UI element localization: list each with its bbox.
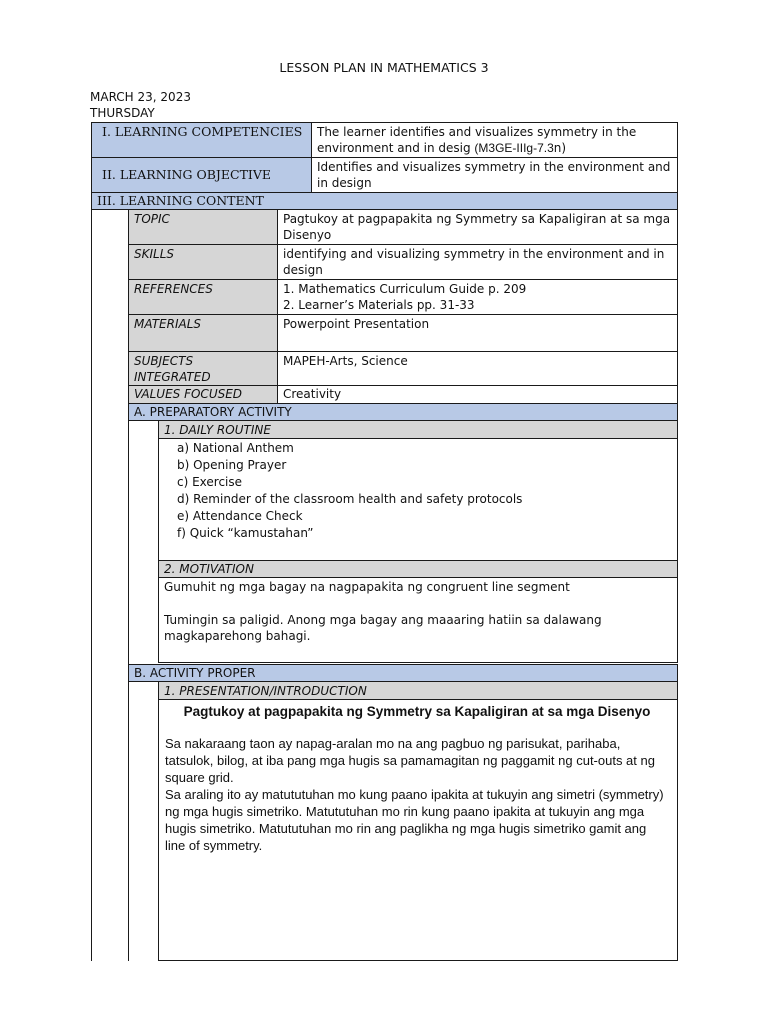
competencies-code-suffix: n)	[553, 141, 567, 155]
subjects-integrated-label: SUBJECTS INTEGRATED	[128, 351, 278, 386]
skills-label: SKILLS	[128, 244, 278, 280]
objective-label	[91, 157, 312, 193]
document-day: THURSDAY	[90, 106, 155, 120]
document-title: LESSON PLAN IN MATHEMATICS 3	[279, 60, 489, 75]
list-item: d) Reminder of the classroom health and safety protocols	[177, 492, 523, 506]
inner-table-left-border-a	[128, 420, 129, 664]
content-label: III. LEARNING CONTENT	[91, 192, 678, 210]
inner-table-left-border-b	[128, 681, 129, 961]
document-date: MARCH 23, 2023	[90, 90, 191, 104]
competencies-label-text: I. LEARNING COMPETENCIES	[102, 124, 303, 139]
list-item: f) Quick “kamustahan”	[177, 526, 314, 540]
competencies-code: (M3GE-IIIg-7.3	[474, 141, 554, 155]
values-focused-value: Creativity	[277, 385, 678, 404]
competencies-value	[311, 122, 678, 158]
presentation-title: Pagtukoy at pagpapakita ng Symmetry sa Kapaligiran at sa mga Disenyo	[183, 704, 651, 719]
motivation-line-1: Gumuhit ng mga bagay na nagpapakita ng congruent line segment	[164, 580, 570, 594]
values-focused-label: VALUES FOCUSED	[128, 385, 278, 404]
materials-value: Powerpoint Presentation	[277, 314, 678, 352]
subjects-integrated-value: MAPEH-Arts, Science	[277, 351, 678, 386]
daily-routine-list-cell	[158, 438, 678, 561]
motivation-label: 2. MOTIVATION	[158, 560, 678, 578]
activity-proper-label: B. ACTIVITY PROPER	[128, 664, 678, 682]
topic-value: Pagtukoy at pagpapakita ng Symmetry sa Kapaligiran at sa mga Disenyo	[277, 209, 678, 245]
competencies-text: The learner identifies and visualizes symmetry in the environment and in desig	[317, 125, 637, 155]
materials-label: MATERIALS	[128, 314, 278, 352]
references-label: REFERENCES	[128, 279, 278, 315]
list-item: c) Exercise	[177, 475, 243, 489]
topic-label: TOPIC	[128, 209, 278, 245]
references-value: 1. Mathematics Curriculum Guide p. 209 2. Learner’s Materials pp. 31-33	[277, 279, 678, 315]
preparatory-activity-label: A. PREPARATORY ACTIVITY	[128, 403, 678, 421]
presentation-label: 1. PRESENTATION/INTRODUCTION	[158, 681, 678, 700]
skills-value: identifying and visualizing symmetry in the environment and in design	[277, 244, 678, 280]
competencies-label	[91, 122, 312, 158]
presentation-paragraph-2: Sa araling ito ay matututuhan mo kung paano ipakita at tukuyin ang simetri (symmetry) ng mga hugis simetriko. Matututuhan mo rin kung paano ipakita at tukuyin ang mga hugis simetriko. Matututuhan mo rin ang paglikha ng mga hugis simetriko gamit ang line of symmetry.	[165, 787, 664, 853]
list-item: e) Attendance Check	[177, 509, 303, 523]
list-item: a) National Anthem	[177, 441, 294, 455]
objective-label-text: II. LEARNING OBJECTIVE	[102, 167, 272, 182]
objective-value: Identifies and visualizes symmetry in the environment and in design	[311, 157, 678, 193]
motivation-line-2: Tumingin sa paligid. Anong mga bagay ang maaaring hatiin sa dalawang magkaparehong bahagi.	[164, 613, 602, 643]
daily-routine-label: 1. DAILY ROUTINE	[158, 420, 678, 439]
presentation-content	[158, 699, 678, 961]
document-date-block	[90, 89, 191, 121]
outer-table-left-border	[91, 209, 92, 961]
motivation-content	[158, 577, 678, 663]
presentation-paragraph-1: Sa nakaraang taon ay napag-aralan mo na ang pagbuo ng parisukat, parihaba, tatsulok, bilog, at iba pang mga hugis sa pamamagitan ng paggamit ng cut-outs at ng square grid.	[165, 736, 655, 785]
daily-routine-list	[177, 440, 672, 542]
list-item: b) Opening Prayer	[177, 458, 287, 472]
